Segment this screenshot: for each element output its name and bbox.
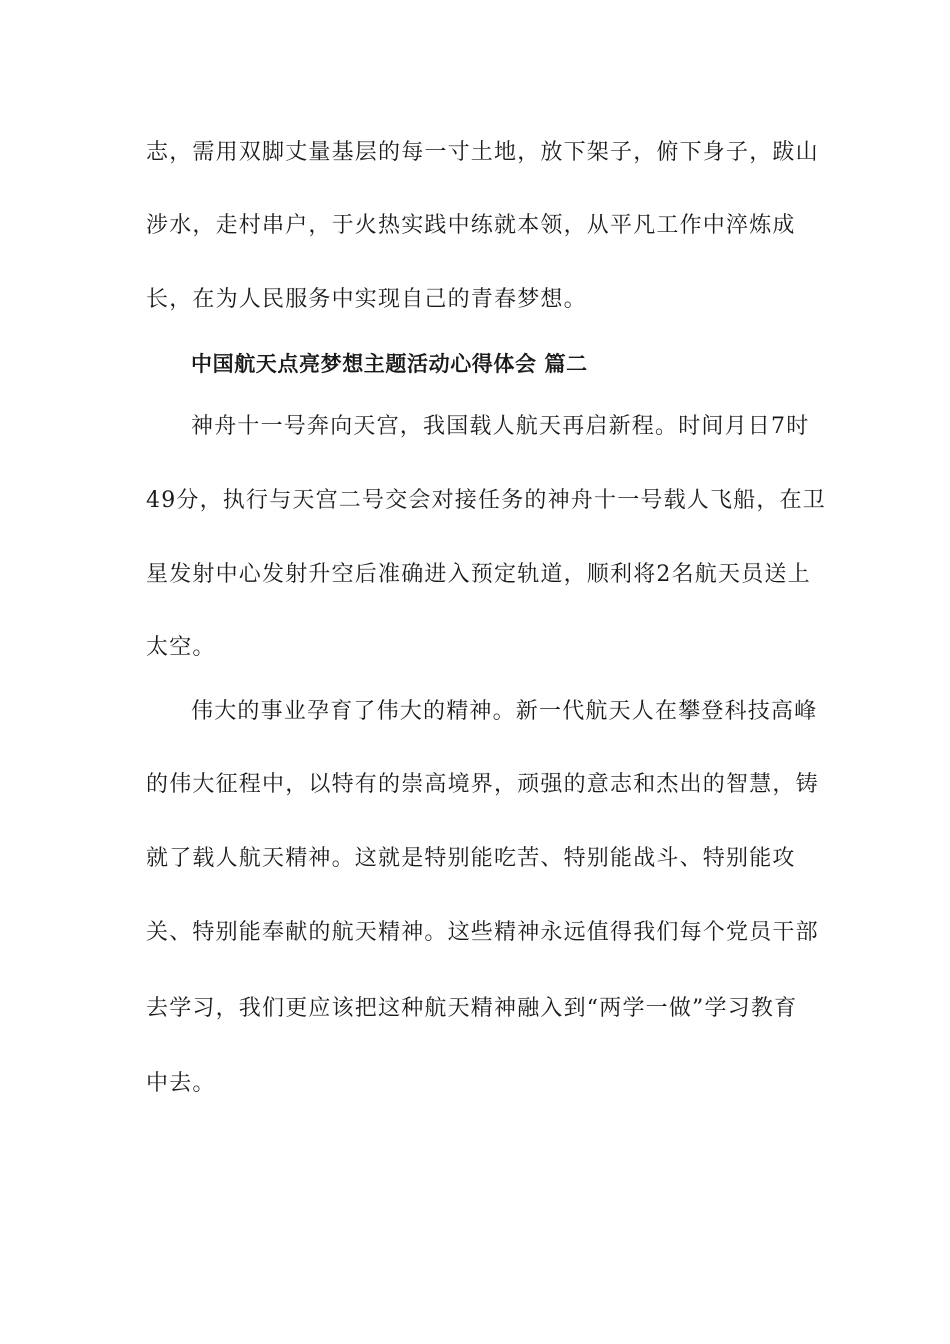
paragraph-line: 志，需用双脚丈量基层的每一寸土地，放下架子，俯下身子，跋山 bbox=[146, 140, 819, 165]
paragraph-line: 中去。 bbox=[146, 1071, 216, 1096]
paragraph-line: 太空。 bbox=[146, 635, 216, 660]
paragraph-line: 长，在为人民服务中实现自己的青春梦想。 bbox=[146, 287, 587, 312]
paragraph-line: 49分，执行与天宫二号交会对接任务的神舟十一号载人飞船，在卫 bbox=[146, 488, 826, 513]
paragraph-line: 去学习，我们更应该把这种航天精神融入到“两学一做”学习教育 bbox=[146, 996, 798, 1021]
paragraph-line: 涉水，走村串户，于火热实践中练就本领，从平凡工作中淬炼成 bbox=[146, 213, 796, 238]
section-heading: 中国航天点亮梦想主题活动心得体会 篇二 bbox=[191, 352, 588, 376]
paragraph-line: 星发射中心发射升空后准确进入预定轨道，顺利将2名航天员送上 bbox=[146, 562, 811, 587]
paragraph-line: 伟大的事业孕育了伟大的精神。新一代航天人在攀登科技高峰 bbox=[191, 699, 818, 724]
paragraph-line: 关、特别能奉献的航天精神。这些精神永远值得我们每个党员干部 bbox=[146, 920, 819, 945]
paragraph-line: 神舟十一号奔向天宫，我国载人航天再启新程。时间月日7时 bbox=[191, 414, 810, 439]
paragraph-line: 的伟大征程中，以特有的崇高境界，顽强的意志和杰出的智慧，铸 bbox=[146, 772, 819, 797]
paragraph-line: 就了载人航天精神。这就是特别能吃苦、特别能战斗、特别能攻 bbox=[146, 846, 796, 871]
